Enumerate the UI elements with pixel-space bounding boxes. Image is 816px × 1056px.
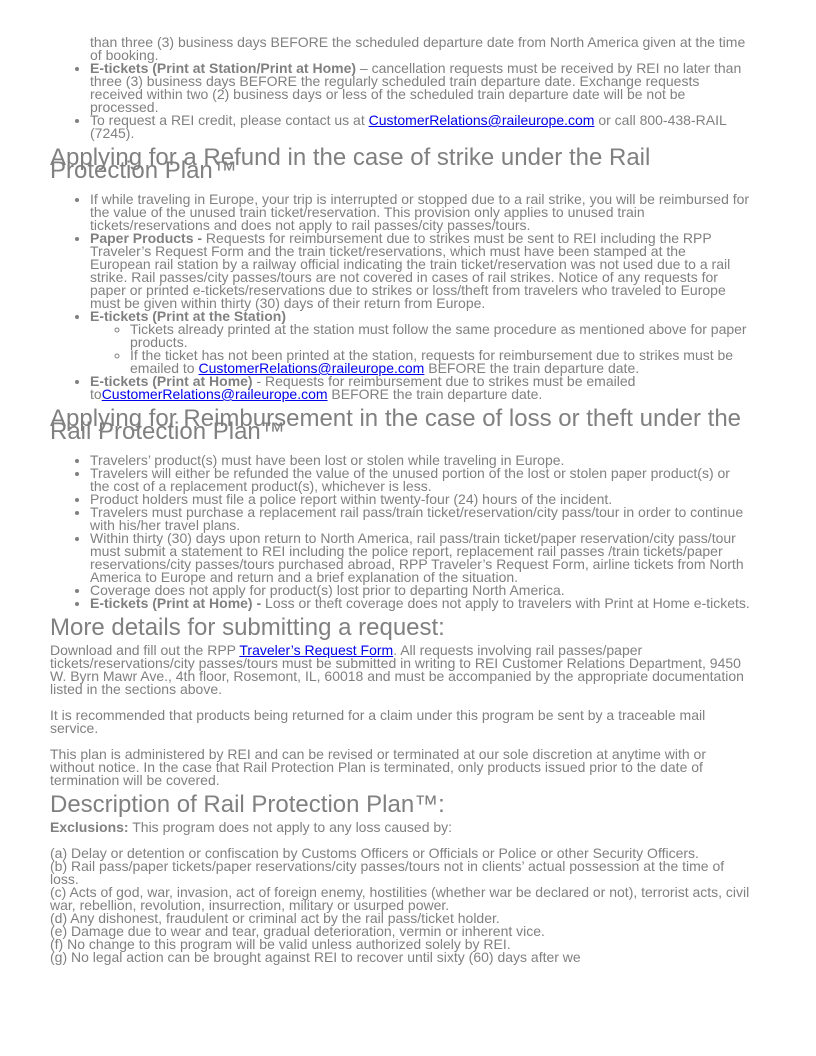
list-item: • Within thirty (30) days upon return to North America, rail pass/train ticket/paper reservation/city pass/tour must submit a statement to REI including the police report, replacement rail passes /train tickets/paper reservations/city passes/tours purchased abroad, RPP Traveler’s Request Form, airline tickets from North America to Europe and return and a brief explanation of the situation.	[90, 532, 750, 584]
paragraph-text: Download and fill out the RPP	[50, 642, 240, 658]
bold-label: Exclusions:	[50, 819, 129, 835]
exclusions-paragraph	[50, 821, 750, 834]
list-item-text: - Requests for reimbursement due to strikes must be emailed to	[90, 373, 636, 402]
list-item	[90, 597, 750, 610]
list-item-text: If the ticket has not been printed at the station, requests for reimbursement due to strikes must be emailed to	[130, 347, 734, 376]
list-item-text: BEFORE the train departure date.	[327, 386, 543, 402]
bold-label: Paper Products -	[90, 230, 206, 246]
bold-label: E-tickets (Print at Station/Print at Home)	[90, 60, 357, 76]
list-item-text: Requests for reimbursement due to strikes must be sent to REI including the RPP Traveler’s Request Form and the train ticket/reservations, which must have been stamped at the European rail station by a railway official indicating the train ticket/reservation was not used due to a rail strike. Rail passes/city passes/tours are not covered in cases of rail strikes. Notice of any requests for paper or printed e-tickets/reservations due to strikes or loss/theft from travelers who traveled to Europe must be given within thirty (30) days of their return from Europe.	[90, 230, 731, 311]
details-paragraph: It is recommended that products being returned for a claim under this program be sent by a traceable mail service.	[50, 707, 706, 736]
list-item: • Travelers must purchase a replacement rail pass/train ticket/reservation/city pass/tour in order to continue with his/her travel plans.	[90, 506, 750, 532]
list-item-text: To request a REI credit, please contact us at	[90, 112, 369, 128]
list-item	[90, 232, 750, 310]
bold-label: E-tickets (Print at Home) -	[90, 595, 266, 611]
sub-list-item: ◦ Tickets already printed at the station must follow the same procedure as mentioned above for paper products.	[130, 323, 750, 349]
loss-section-heading: Applying for Reimbursement in the case of loss or theft under the Rail Protection Plan™	[50, 405, 742, 445]
details-paragraph: This plan is administered by REI and can be revised or terminated at our sole discretion at anytime with or without notice. In the case that Rail Protection Plan is terminated, only products issued prior to the date of termination will be covered.	[50, 746, 706, 788]
loss-list	[50, 454, 750, 610]
list-item: • If while traveling in Europe, your trip is interrupted or stopped due to a rail strike, you will be reimbursed for the value of the unused train ticket/reservation. This provision only applies to unused train tickets/reservations and does not apply to rail passes/city passes/tours.	[90, 193, 750, 232]
bold-label: E-tickets (Print at the Station)	[90, 308, 287, 324]
paragraph-text: This program does not apply to any loss caused by:	[128, 819, 453, 835]
list-item	[90, 36, 750, 62]
exclusion-item: (b) Rail pass/paper tickets/paper reservations/city passes/tours not in clients’ actual possession at the time of loss.	[50, 858, 725, 887]
exclusion-item: (a) Delay or detention or confiscation by Customs Officers or Officials or Police or other Security Officers.	[50, 845, 699, 861]
cancel-item-tail: than three (3) business days BEFORE the scheduled departure date from North America given at the time of booking.	[90, 34, 746, 63]
strike-section-heading: Applying for a Refund in the case of strike under the Rail Protection Plan™	[50, 144, 651, 184]
travelers-request-form-link[interactable]: Traveler’s Request Form	[239, 642, 394, 658]
list-item-text: BEFORE the train departure date.	[424, 360, 640, 376]
exclusion-item: (f) No change to this program will be valid unless authorized solely by REI.	[50, 936, 511, 952]
exclusion-item: (e) Damage due to wear and tear, gradual deterioration, vermin or inherent vice.	[50, 923, 545, 939]
list-item-text: Loss or theft coverage does not apply to travelers with Print at Home e-tickets.	[265, 595, 750, 611]
document-body	[50, 36, 750, 964]
exclusion-item: (g) No legal action can be brought against REI to recover until sixty (60) days after we	[50, 949, 581, 965]
list-item: • Product holders must file a police report within twenty-four (24) hours of the incident.	[90, 493, 750, 506]
cancellation-list	[50, 36, 750, 140]
customer-relations-email-link[interactable]: CustomerRelations@raileurope.com	[101, 386, 328, 402]
exclusion-item: (d) Any dishonest, fraudulent or criminal act by the rail pass/ticket holder.	[50, 910, 500, 926]
customer-relations-email-link[interactable]: CustomerRelations@raileurope.com	[368, 112, 595, 128]
sub-list-item	[130, 349, 750, 375]
exclusion-item: (c) Acts of god, war, invasion, act of foreign enemy, hostilities (whether war be declared or not), terrorist acts, civil war, rebellion, revolution, insurrection, military or usurped power.	[50, 884, 750, 913]
customer-relations-email-link[interactable]: CustomerRelations@raileurope.com	[198, 360, 425, 376]
list-item-text: or call 800-438-RAIL (7245).	[90, 112, 727, 141]
paragraph-text: . All requests involving rail passes/paper tickets/reservations/city passes/tours must be submitted in writing to REI Customer Relations Department, 9450 W. Byrn Mawr Ave., 4th floor, Rosemont, IL, 60018 and must be accompanied by the appropriate documentation listed in the sections above.	[50, 642, 744, 697]
sub-list	[90, 323, 750, 375]
list-item: • Travelers’ product(s) must have been lost or stolen while traveling in Europe.	[90, 454, 750, 467]
details-section-heading: More details for submitting a request:	[50, 614, 445, 641]
list-item	[90, 375, 750, 401]
list-item	[90, 310, 750, 375]
list-item	[90, 62, 750, 114]
list-item: • Coverage does not apply for product(s) lost prior to departing North America.	[90, 584, 750, 597]
description-section-heading: Description of Rail Protection Plan™:	[50, 791, 445, 818]
strike-list	[50, 193, 750, 401]
list-item-text: – cancellation requests must be received by REI no later than three (3) business days BEFORE the regularly scheduled train departure date. Exchange requests received within two (2) business days or less of the scheduled train departure date will be not be processed.	[90, 60, 742, 115]
details-paragraph	[50, 644, 750, 696]
bold-label: E-tickets (Print at Home)	[90, 373, 253, 389]
list-item: • Travelers will either be refunded the value of the unused portion of the lost or stolen paper product(s) or the cost of a replacement product(s), whichever is less.	[90, 467, 750, 493]
list-item	[90, 114, 750, 140]
